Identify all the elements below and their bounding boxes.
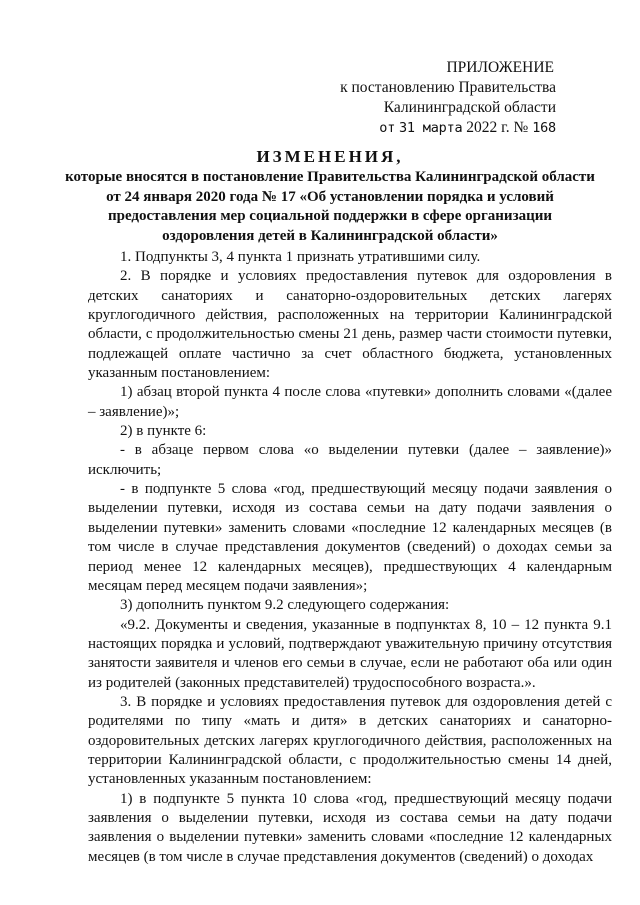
appendix-line-2: Калининградской области <box>383 99 556 116</box>
document-number: 168 <box>532 120 556 136</box>
paragraph-4: 2) в пункте 6: <box>120 423 207 440</box>
paragraph-7: 3) дополнить пунктом 9.2 следующего содержания: <box>120 597 450 614</box>
paragraph-2: 2. В порядке и условиях предоставления путевок для оздоровления в детских санаториях и санаторно-оздоровительных детских лагерях круглогодичного действия, расположенных на территории Калининградской области, с продолжительностью смены 21 день, размер части стоимости путевки, подлежащей оплате частично за счет областного бюджета, установленных указанным постановлением: <box>88 268 612 382</box>
paragraph-5: - в абзаце первом слова «о выделении путевки (далее – заявление)» исключить; <box>88 442 612 478</box>
date-day-month: 31 марта <box>399 120 463 136</box>
paragraph-1: 1. Подпункты 3, 4 пункта 1 признать утратившими силу. <box>120 249 481 265</box>
document-body <box>88 248 612 867</box>
paragraph-6: - в подпункте 5 слова «год, предшествующий месяцу подачи заявления о выделении путевки, исходя из состава семьи на дату подачи заявления о выделении путевки» заменить словами «последние 12 календарных месяцев (в том числе в случае представления документов (сведений) о доходах семьи за период менее 12 календарных месяцев), предшествующих 4 календарным месяцам перед месяцем подачи заявления»; <box>88 481 612 594</box>
appendix-dateline <box>340 118 556 138</box>
date-year: 2022 г. <box>466 119 510 136</box>
date-prefix: от <box>379 120 396 136</box>
number-sign: № <box>513 119 529 136</box>
appendix-header <box>340 58 556 138</box>
heading-main: ИЗМЕНЕНИЯ, <box>256 147 404 166</box>
paragraph-3: 1) абзац второй пункта 4 после слова «путевки» дополнить словами «(далее – заявление)»; <box>88 384 612 420</box>
document-heading <box>60 146 600 246</box>
paragraph-10: 1) в подпункте 5 пункта 10 слова «год, предшествующий месяцу подачи заявления о выделении путевки, исходя из состава семьи на дату подачи заявления о выделении путевки» заменить словами «последние 12 календарных месяцев (в том числе в случае представления документов (сведений) о доходах <box>88 790 612 865</box>
paragraph-8: «9.2. Документы и сведения, указанные в подпунктах 8, 10 – 12 пункта 9.1 настоящих порядка и условий, подтверждают уважительную причину отсутствия занятости заявителя и членов его семьи в случае, если не работают оба или один из родителей (законных представителей) трудоспособного возраста.». <box>88 616 612 691</box>
heading-subtitle: которые вносятся в постановление Правительства Калининградской области от 24 января 2020 года № 17 «Об установлении порядка и условий предоставления мер социальной поддержки в сфере организации оздоровления детей в Калининградской области» <box>65 169 595 244</box>
paragraph-9: 3. В порядке и условиях предоставления путевок для оздоровления детей с родителями по типу «мать и дитя» в детских санаториях и санаторно-оздоровительных детских лагерях круглогодичного действия, расположенных на территории Калининградской области, с продолжительностью смены 14 дней, установленных указанным постановлением: <box>88 693 612 788</box>
appendix-line-1: к постановлению Правительства <box>340 79 556 96</box>
appendix-title: ПРИЛОЖЕНИЕ <box>446 59 554 76</box>
